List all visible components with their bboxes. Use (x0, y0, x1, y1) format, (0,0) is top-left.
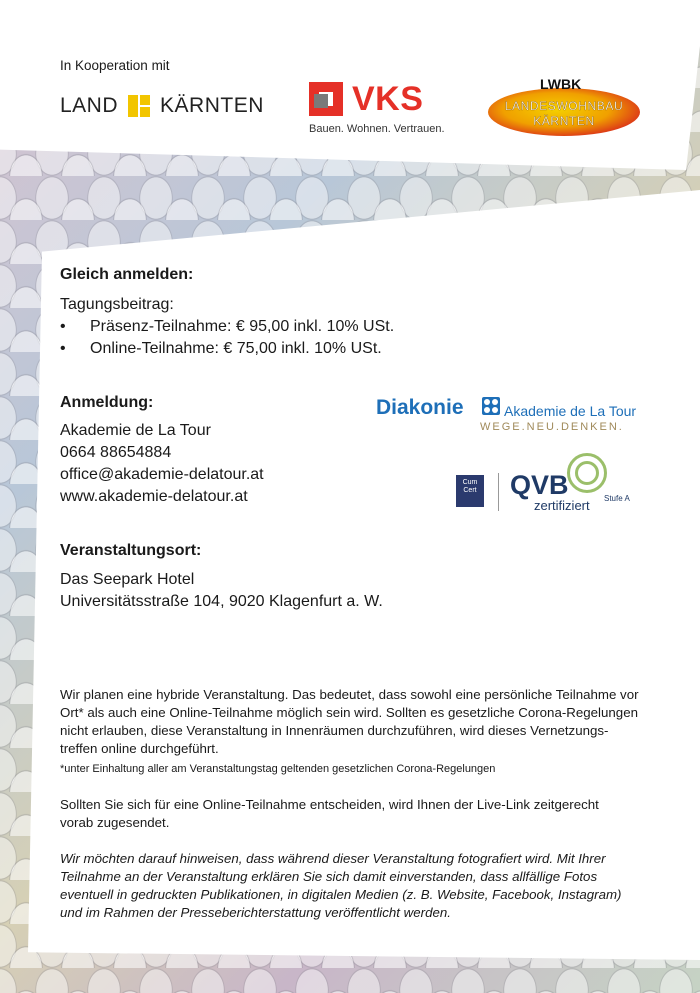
corona-footnote: *unter Einhaltung aller am Veranstaltungstag geltenden gesetzlichen Corona-Regelungen (60, 763, 496, 775)
fee-list (60, 316, 394, 360)
contact-heading: Anmeldung: (60, 394, 154, 411)
diakonie-mark-icon (482, 397, 500, 415)
cooperation-label: In Kooperation mit (60, 58, 170, 73)
contact-organization: Akademie de La Tour (60, 422, 211, 439)
venue-address: Universitätsstraße 104, 9020 Klagenfurt a. W. (60, 593, 383, 610)
vks-mark-icon (309, 82, 343, 116)
land-logo-right: KÄRNTEN (160, 94, 264, 117)
qvb-logo-name: QVB (510, 470, 569, 500)
photo-notice: Wir möchten darauf hinweisen, dass während dieser Veranstaltung fotografiert wird. Mit Ihrer Teilnahme an der Veranstaltung erklären Sie sich damit einverstanden, dass allfällige Fotos eventuell in gedruckten Publikationen, in digitalen Medien (z. B. Website, Facebook, Instagram) und im Rahmen der Presseberichterstattung veröffentlicht werden. (60, 851, 622, 920)
diakonie-logo-name: Diakonie (376, 396, 464, 419)
diakonie-logo-slogan: WEGE.NEU.DENKEN. (480, 421, 624, 433)
land-kaernten-logo (60, 94, 264, 118)
diakonie-logo-akademie: Akademie de La Tour (504, 403, 637, 419)
contact-phone[interactable]: 0664 88654884 (60, 444, 172, 461)
fee-item-online: • Online-Teilnahme: € 75,00 inkl. 10% USt. (60, 338, 394, 360)
land-kaernten-mark-icon (128, 95, 150, 117)
qvb-divider (498, 473, 499, 511)
contact-block (60, 420, 264, 508)
fee-item-presence: • Präsenz-Teilnahme: € 95,00 inkl. 10% USt. (60, 316, 394, 338)
lwbk-logo (488, 78, 640, 138)
lwbk-line1: LANDESWOHNBAU (504, 99, 624, 113)
vks-logo-name: VKS (352, 80, 424, 118)
hybrid-info: Wir planen eine hybride Veranstaltung. Das bedeutet, dass sowohl eine persönliche Teilnahme vor Ort* als auch eine Online-Teilnahme möglich sein wird. Sollten es gesetzliche Corona-Regelungen nicht erlauben, diese Veranstaltung in Innenräumen durchzuführen, wird dieses Vernetzungs-treffen online durchgeführt. (60, 687, 639, 756)
contact-email[interactable]: office@akademie-delatour.at (60, 466, 264, 483)
lwbk-line2: KÄRNTEN (533, 114, 595, 128)
online-info: Sollten Sie sich für eine Online-Teilnahme entscheiden, wird Ihnen der Live-Link zeitgerecht vorab zugesendet. (60, 797, 599, 830)
cumcert-badge: Cum Cert (456, 475, 484, 507)
qvb-logo-sub: zertifiziert (534, 498, 590, 513)
land-logo-left: LAND (60, 94, 119, 117)
qvb-inner-ring-icon (575, 461, 599, 485)
registration-heading: Gleich anmelden: (60, 266, 194, 283)
vks-logo-tagline: Bauen. Wohnen. Vertrauen. (309, 123, 445, 135)
venue-heading: Veranstaltungsort: (60, 542, 202, 559)
contact-website[interactable]: www.akademie-delatour.at (60, 488, 248, 505)
qvb-logo-level: Stufe A (604, 494, 630, 503)
lwbk-short: LWBK (540, 76, 582, 92)
venue-block (60, 569, 383, 613)
venue-name: Das Seepark Hotel (60, 571, 195, 588)
fee-label: Tagungsbeitrag: (60, 296, 174, 313)
